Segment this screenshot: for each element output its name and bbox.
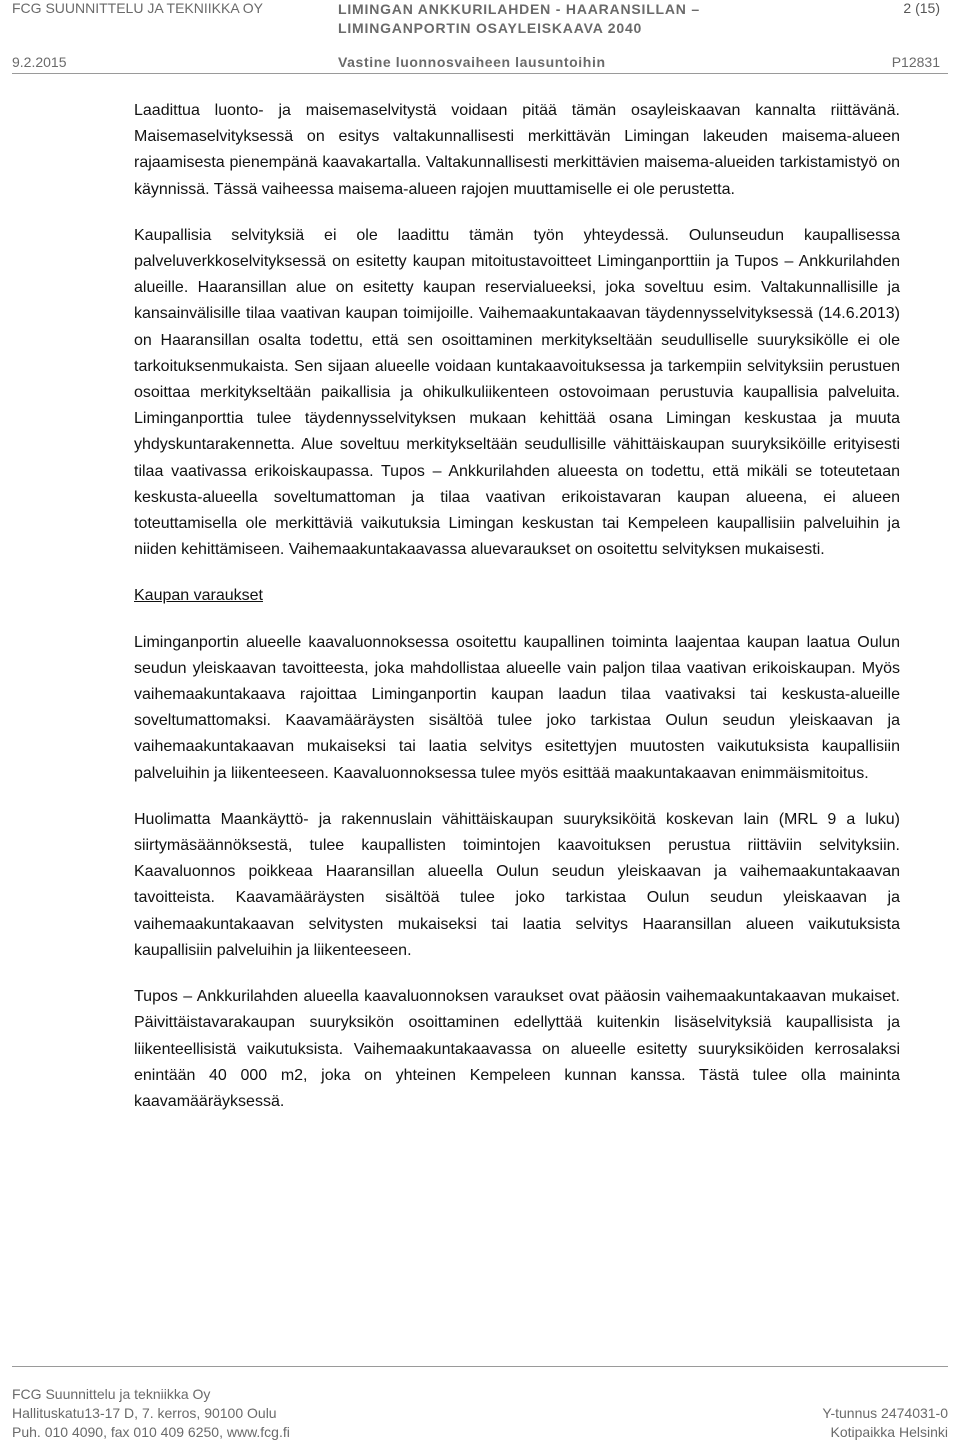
header-company: FCG SUUNNITTELU JA TEKNIIKKA OY: [12, 0, 264, 16]
page-footer: [12, 1366, 948, 1440]
footer-left: [12, 1385, 290, 1442]
footer-address: Hallituskatu13-17 D, 7. kerros, 90100 Oulu: [12, 1405, 277, 1421]
footer-company: FCG Suunnittelu ja tekniikka Oy: [12, 1386, 211, 1402]
footer-domicile: Kotipaikka Helsinki: [830, 1424, 948, 1440]
document-body: [134, 98, 900, 1135]
page-header: [12, 0, 948, 74]
header-project-line-2: LIMINGANPORTIN OSAYLEISKAAVA 2040: [338, 20, 643, 36]
header-project-title: [338, 0, 700, 38]
footer-contact: Puh. 010 4090, fax 010 409 6250, www.fcg.fi: [12, 1424, 290, 1440]
paragraph: Tupos – Ankkurilahden alueella kaavaluonnoksen varaukset ovat pääosin vaihemaakuntakaavan mukaiset. Päivittäistavarakaupan suuryksikön osoittaminen edellyttää kuitenkin lisäselvityksiä kaupallisista ja liikenteellisistä vaikutuksista. Vaihemaakuntakaavassa on alueelle esitetty suuryksiköiden kerrosalaksi enintään 40 000 m2, joka on yhteinen Kempeleen kunnan kanssa. Tästä tulee olla maininta kaavamääräyksessä.: [134, 988, 900, 1110]
paragraph: Huolimatta Maankäyttö- ja rakennuslain vähittäiskaupan suuryksiköitä koskevan lain (MRL 9 a luku) siirtymäsäännöksestä, tulee kaupallisten toimintojen kaavoituksen perustua riittäviin selvityksiin. Kaavaluonnos poikkeaa Haaransillan alueella Oulun seudun yleiskaavan ja vaihemaakuntakaavan tavoitteista. Kaavamääräysten sisältöä tulee joko tarkistaa Oulun seudun yleiskaavan ja vaihemaakuntakaavan selvitysten mukaiseksi tai laatia selvitys Haaransillan alueen vaikutuksista kaupallisiin palveluihin ja liikenteeseen.: [134, 810, 900, 959]
footer-right: [822, 1404, 948, 1442]
header-project-line-1: LIMINGAN ANKKURILAHDEN - HAARANSILLAN –: [338, 1, 700, 17]
header-page-number: 2 (15): [903, 0, 940, 16]
paragraph: Kaupallisia selvityksiä ei ole laadittu tämän työn yhteydessä. Oulunseudun kaupallisessa palveluverkkoselvityksessä on esitetty kaupan mitoitustavoitteet Liminganporttiin ja Tupos – Ankkurilahden alueille. Haaransillan alue on esitetty kaupan reservialueeksi, joka soveltuu esim. Valtakunnallisille ja kansainvälisille tilaa vaativan kaupan toimijoille. Vaihemaakuntakaavan täydennysselvityksessä (14.6.2013) on Haaransillan osalta todettu, että sen osoittaminen merkitykseltään seudulliselle suuryksikölle ei ole tarkoituksenmukaista. Sen sijaan alueelle voidaan kuntakaavoituksessa ja tarkempiin selvityksiin perustuen osoittaa merkitykseltään paikallisia ja ohikulkuliikenteen ostovoimaan perustuvia kaupallisia palveluita. Liminganporttia tulee täydennysselvityksen mukaan kehittää osana Limingan keskustaa ja muuta yhdyskuntarakennetta. Alue soveltuu merkitykseltään seudullisille vähittäiskaupan suuryksiköille erityisesti tilaa vaativassa erikoiskaupassa. Tupos – Ankkurilahden alueesta on todettu, että mikäli se toteutetaan keskusta-alueella soveltumattoman ja tilaa vaativan erikoistavaran kaupan alueena, ei alueen toteuttamisella ole merkittäviä vaikutuksia Limingan keskustan tai Kempeleen kaupallisiin palveluihin ja niiden kehittämiseen. Vaihemaakuntakaavassa aluevaraukset on osoitettu selvityksen mukaisesti.: [134, 226, 900, 559]
header-subject: Vastine luonnosvaiheen lausuntoihin: [338, 54, 606, 70]
header-divider: [12, 73, 948, 74]
paragraph: Laadittua luonto- ja maisemaselvitystä voidaan pitää tämän osayleiskaavan kannalta riittävänä. Maisemaselvityksessä on esitys valtakunnallisesti merkittävän Limingan lakeuden maisema-alueen rajaamisesta pienempänä kaavakartalla. Valtakunnallisesti merkittävien maisema-alueiden tarkistamistyö on käynnissä. Tässä vaiheessa maisema-alueen rajojen muuttamiselle ei ole perustetta.: [134, 102, 900, 198]
paragraph: Liminganportin alueelle kaavaluonnoksessa osoitettu kaupallinen toiminta laajentaa kaupan laatua Oulun seudun yleiskaavan tavoitteesta, joka mahdollistaa alueelle vain paljon tilaa vaativan erikoiskaupan. Myös vaihemaakuntakaava rajoittaa Liminganportin kaupan laadun tilaa vaativaksi tai keskusta-alueille soveltumattomaksi. Kaavamääräysten sisältöä tulee joko tarkistaa Oulun seudun yleiskaavan ja vaihemaakuntakaavan mukaiseksi tai laatia selvitys esitettyjen muutosten vaikutuksista kaupallisiin palveluihin ja liikenteeseen. Kaavaluonnoksessa tulee myös esittää maakuntakaavan enimmäismitoitus.: [134, 633, 900, 782]
section-heading: Kaupan varaukset: [134, 587, 263, 605]
header-date: 9.2.2015: [12, 54, 67, 70]
header-reference: P12831: [891, 54, 940, 70]
footer-business-id: Y-tunnus 2474031-0: [822, 1405, 948, 1421]
